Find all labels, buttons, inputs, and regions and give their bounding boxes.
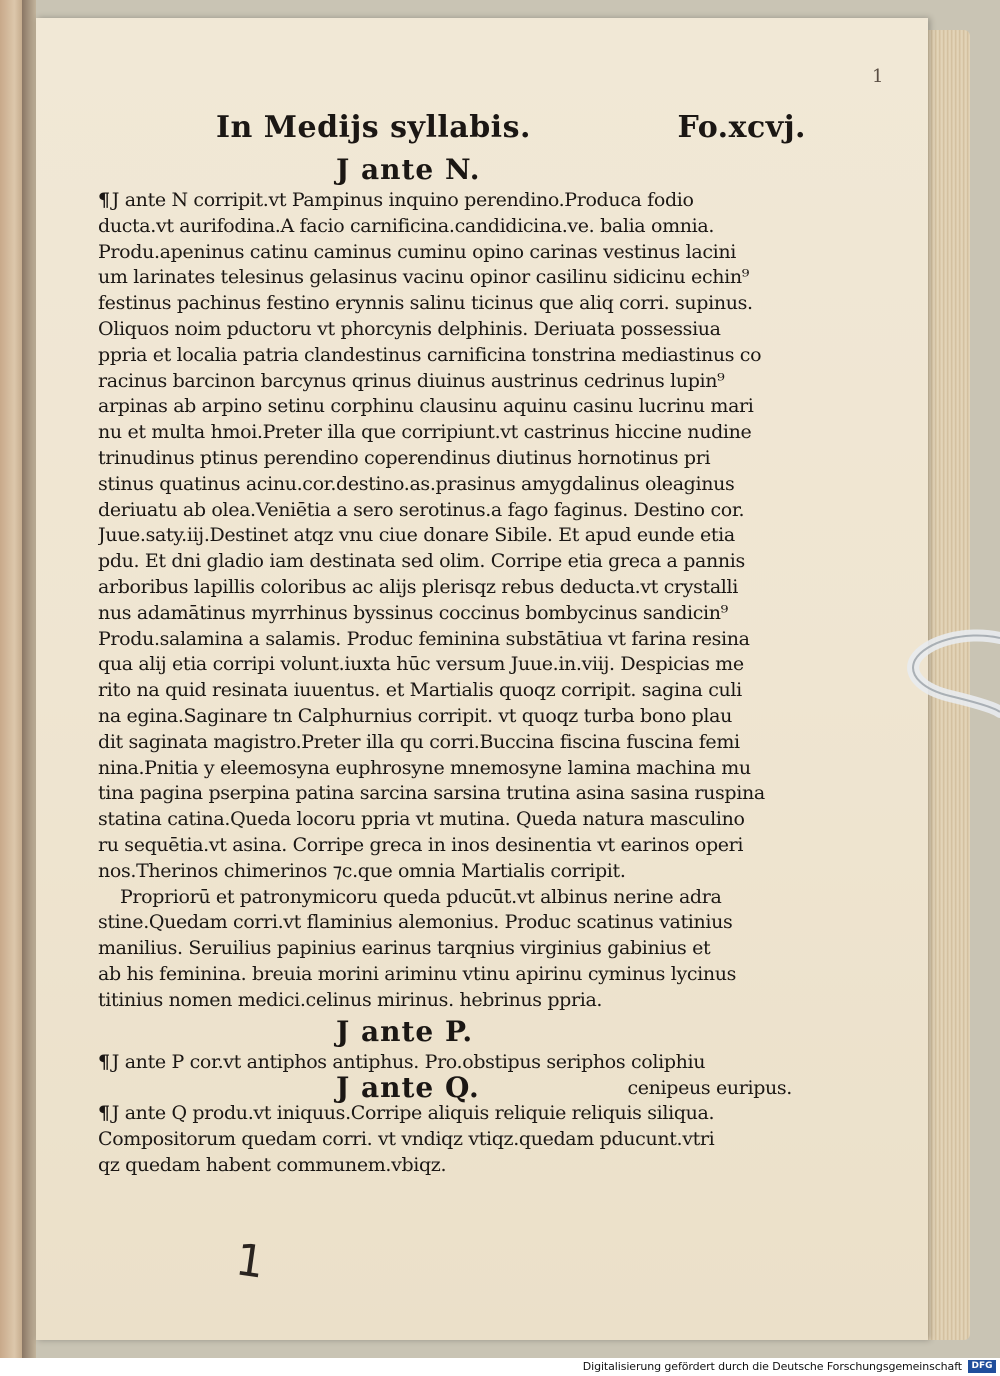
text-line (98, 343, 814, 369)
text-line (98, 265, 814, 291)
text-line (98, 859, 814, 885)
line-text: rito na quid resinata iuuentus. et Martialis quoqz corripit. sagina culi (98, 679, 742, 702)
text-line (98, 730, 814, 756)
text-line (98, 601, 814, 627)
line-text: nos.Therinos chimerinos ⁊c.que omnia Martialis corripit. (98, 859, 626, 882)
text-line (98, 420, 814, 446)
heading-row (98, 1071, 814, 1105)
text-line (98, 369, 814, 395)
line-text: manilius. Seruilius papinius earinus tarqnius virginius gabinius et (98, 937, 711, 960)
line-text: ru sequētia.vt asina. Corripe greca in inos desinentia vt earinos operi (98, 833, 744, 856)
text-line (98, 704, 814, 730)
bookmark-clip-icon (905, 620, 1000, 730)
line-text: nus adamātinus myrrhinus byssinus coccinus bombycinus sandicin⁹ (98, 601, 728, 624)
line-text: deriuatu ab olea.Veniētia a sero serotinus.a fago faginus. Destino cor. (98, 498, 745, 521)
text-block (98, 106, 814, 1179)
line-text: trinudinus ptinus perendino coperendinus diutinus hornotinus pri (98, 446, 711, 469)
text-line (98, 214, 814, 240)
line-text: Produ.apeninus catinu caminus cuminu opino carinas vestinus lacini (98, 240, 736, 263)
line-text: Juue.saty.iij.Destinet atqz vnu ciue donare Sibile. Et apud eunde etia (98, 524, 735, 547)
pilcrow-icon: ¶ (98, 189, 110, 211)
line-text: arboribus lapillis coloribus ac alijs plerisqz rebus deducta.vt crystalli (98, 575, 738, 598)
line-text: Produ.salamina a salamis. Produc feminina substātiua vt farina resina (98, 627, 750, 650)
line-text: titinius nomen medici.celinus mirinus. hebrinus ppria. (98, 988, 603, 1011)
line-text: qua alij etia corripi volunt.iuxta hūc versum Juue.in.viij. Despicias me (98, 653, 744, 676)
folio-number: Fo.xcvj. (677, 110, 806, 145)
text-line (98, 575, 814, 601)
text-line (98, 317, 814, 343)
text-line (98, 472, 814, 498)
line-text: nu et multa hmoi.Preter illa que corripiunt.vt castrinus hiccine nudine (98, 421, 752, 444)
line-text: nina.Pnitia y eleemosyna euphrosyne mnemosyne lamina machina mu (98, 756, 751, 779)
running-head-title: In Medijs syllabis. (216, 110, 531, 145)
text-line (98, 498, 814, 524)
line-text: um larinates telesinus gelasinus vacinu opinor casilinu sidicinu echin⁹ (98, 266, 750, 289)
line-text: Propriorū et patronymicoru queda pducūt.vt albinus nerine adra (120, 885, 722, 908)
text-line (98, 394, 814, 420)
line-text: racinus barcinon barcynus qrinus diuinus austrinus cedrinus lupin⁹ (98, 369, 725, 392)
line-text: Oliquos noim pductoru vt phorcynis delphinis. Deriuata possessiua (98, 317, 721, 340)
text-line (98, 549, 814, 575)
line-continuation: cenipeus euripus. (627, 1077, 792, 1100)
line-text: pdu. Et dni gladio iam destinata sed olim. Corripe etia greca a pannis (98, 550, 745, 573)
book-page (36, 18, 928, 1340)
text-line (98, 1153, 814, 1179)
text-line (98, 188, 814, 214)
text-line (98, 756, 814, 782)
line-text: na egina.Saginare tn Calphurnius corripit. vt quoqz turba bono plau (98, 704, 733, 727)
line-text: stinus quatinus acinu.cor.destino.as.prasinus amygdalinus oleaginus (98, 472, 735, 495)
text-line (98, 962, 814, 988)
digitization-credit: Digitalisierung gefördert durch die Deutsche Forschungsgemeinschaft (582, 1360, 962, 1373)
line-text: qz quedam habent communem.vbiqz. (98, 1153, 447, 1176)
line-text: J ante N corripit.vt Pampinus inquino perendino.Produca fodio (111, 189, 694, 211)
line-text: festinus pachinus festino erynnis salinu ticinus que aliq corri. supinus. (98, 292, 753, 315)
gutter-shadow (22, 0, 36, 1358)
text-line (98, 781, 814, 807)
left-page-edge (0, 0, 24, 1358)
dfg-logo-icon: DFG (968, 1360, 996, 1373)
text-line (98, 678, 814, 704)
text-line (98, 446, 814, 472)
section-j-ante-p (98, 1014, 814, 1076)
line-text: statina catina.Queda locoru ppria vt mutina. Queda natura masculino (98, 808, 745, 831)
text-line (98, 1101, 814, 1127)
pilcrow-icon: ¶ (98, 1050, 110, 1073)
text-line (98, 652, 814, 678)
line-text: dit saginata magistro.Preter illa qu corri.Buccina fiscina fuscina femi (98, 730, 740, 753)
running-head (98, 106, 814, 152)
margin-mark: 1 (872, 66, 884, 87)
line-text: J ante P cor.vt antiphos antiphus. Pro.obstipus seriphos coliphiu (111, 1050, 706, 1073)
line-text: ducta.vt aurifodina.A facio carnificina.candidicina.ve. balia omnia. (98, 214, 715, 237)
text-line (98, 1127, 814, 1153)
pencil-mark: 1 (232, 1234, 268, 1289)
section-heading: J ante Q. (336, 1071, 480, 1105)
section-heading: J ante P. (336, 1014, 474, 1048)
text-line (98, 627, 814, 653)
text-line (98, 523, 814, 549)
line-text: J ante Q produ.vt iniquus.Corripe aliquis reliquie reliquis siliqua. (111, 1102, 715, 1125)
line-text: Compositorum quedam corri. vt vndiqz vtiqz.quedam pducunt.vtri (98, 1128, 715, 1151)
text-line (98, 910, 814, 936)
line-text: ppria et localia patria clandestinus carnificina tonstrina mediastinus co (98, 343, 762, 366)
line-text: ab his feminina. breuia morini ariminu vtinu apirinu cyminus lycinus (98, 962, 737, 985)
text-line (98, 988, 814, 1014)
text-line (98, 936, 814, 962)
text-line (98, 885, 814, 911)
text-line (98, 291, 814, 317)
line-text: stine.Quedam corri.vt flaminius alemonius. Produc scatinus vatinius (98, 911, 733, 934)
footer-bar (0, 1358, 1000, 1376)
text-line (98, 833, 814, 859)
text-line (98, 240, 814, 266)
pilcrow-icon: ¶ (98, 1102, 110, 1125)
section-j-ante-q (98, 1071, 814, 1178)
section-heading: J ante N. (336, 153, 481, 186)
line-text: arpinas ab arpino setinu corphinu clausinu aquinu casinu lucrinu mari (98, 395, 754, 418)
line-text: tina pagina pserpina patina sarcina sarsina trutina asina sasina ruspina (98, 782, 765, 805)
text-line (98, 807, 814, 833)
section-j-ante-n (98, 152, 814, 1014)
